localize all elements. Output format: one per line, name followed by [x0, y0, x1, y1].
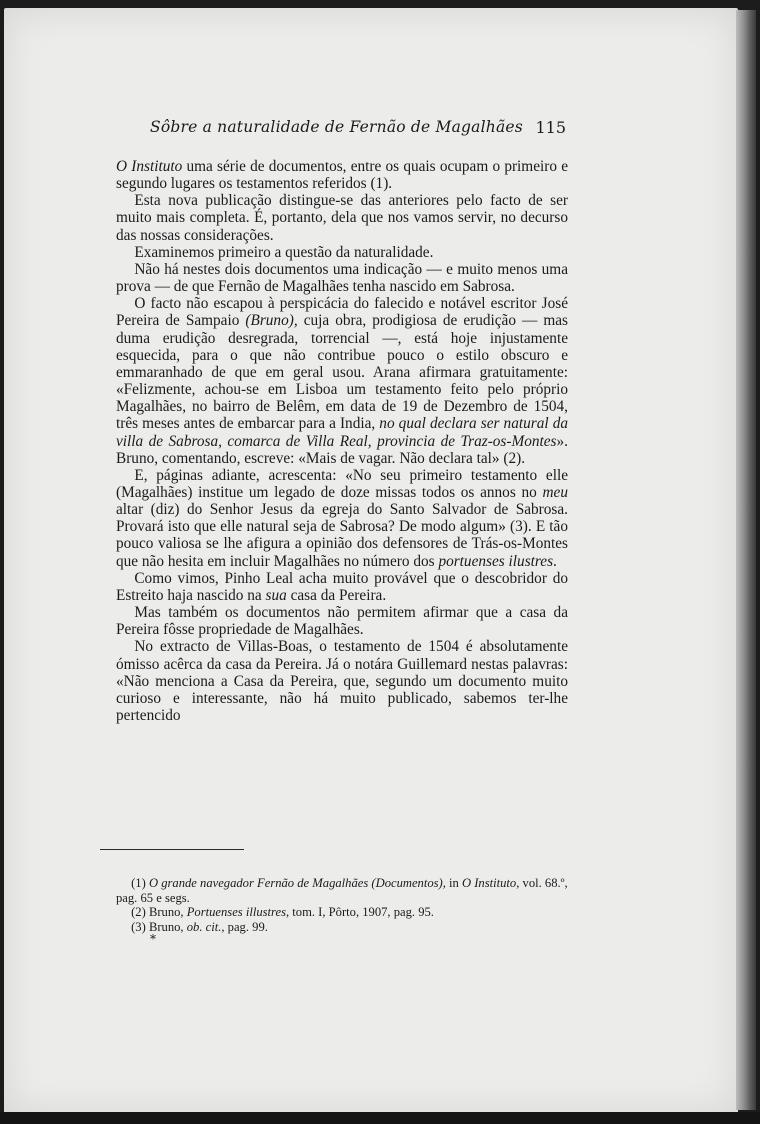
body-text: [116, 158, 568, 724]
text-run: Como vimos, Pinho Leal acha muito provável que o descobridor do Estreito haja nascido na: [116, 569, 568, 604]
text-run: ». Bruno, comentando, escreve: «Mais de vagar. Não declara tal» (2).: [116, 432, 568, 467]
paragraph: Mas também os documentos não permitem afirmar que a casa da Pereira fôsse propriedade de Magalhães.: [116, 604, 568, 639]
text-run: (2) Bruno,: [131, 905, 187, 920]
text-run: uma série de documentos, entre os quais ocupam o primeiro e segundo lugares os testamentos referidos (1).: [116, 158, 568, 193]
text-run: E, páginas adiante, acrescenta: «No seu primeiro testamento elle (Magalhães) institue um legado de doze missas todos os annos no: [116, 466, 568, 501]
footnote: [116, 905, 568, 920]
text-run: pag. 99.: [224, 919, 268, 934]
text-run: cuja obra, prodigiosa de erudição — mas duma erudição desregrada, torrencial —, está hoje injustamente esquecida, para o que não contribue pouco o estilo obscuro e emmaranhado de que em geral usou. Arana afirmara gratuitamente: «Felizmente, achou-se em Lisboa um testamento feito pelo próprio Magalhães, no bairro de Belêm, em data de 19 de Dezembro de 1504, três meses antes de embarcar para a India,: [116, 312, 568, 433]
paragraph: [116, 570, 568, 604]
footnote: [116, 876, 568, 905]
running-head: [150, 118, 566, 136]
paragraph: Examinemos primeiro a questão da naturalidade.: [134, 243, 434, 261]
paragraph: [116, 467, 568, 570]
text-run: altar (diz) do Senhor Jesus da egreja do Santo Salvador de Sabrosa. Provará isto que elle natural seja de Sabrosa? De modo algum» (3). E tão pouco valiosa se lhe afigura a opinião dos defensores de Trás-os-Montes que não hesita em incluir Magalhães no número dos: [116, 501, 568, 570]
italic-text: portuenses ilustres: [438, 552, 554, 570]
italic-text: ob. cit.,: [186, 919, 225, 934]
text-run: vol. 68.º, pag. 65 e segs.: [116, 876, 568, 905]
page-stack-edge: [736, 10, 756, 1110]
text-run: in: [445, 876, 462, 890]
page-number: 115: [535, 118, 566, 137]
italic-text: O grande navegador Fernão de Magalhães (Documentos),: [148, 876, 446, 890]
footnote-divider: [100, 849, 244, 850]
italic-title: O Instituto: [116, 158, 183, 175]
text-run: casa da Pereira.: [286, 586, 387, 604]
footnotes: [116, 876, 568, 934]
ornament-mark: *: [150, 932, 156, 946]
paragraph: No extracto de Villas-Boas, o testamento de 1504 é absolutamente ómisso acêrca da casa da Pereira. Já o notára Guillemard nestas palavras: «Não menciona a Casa da Pereira, que, segundo um documento muito curioso e interessante, não há muito publicado, sabemos ter-lhe pertencido: [116, 638, 568, 724]
italic-text: Portuenses illustres,: [186, 905, 290, 920]
text-run: (1): [131, 876, 149, 890]
paragraph: [116, 158, 568, 192]
footnote: [116, 920, 568, 935]
italic-text: no qual declara ser natural da villa de Sabrosa, comarca de Villa Real, provincia de Traz-os-Montes: [116, 415, 568, 450]
italic-text: meu: [542, 483, 568, 501]
text-run: .: [553, 552, 557, 570]
italic-text: (Bruno),: [245, 312, 298, 330]
scan-bottom-border: [0, 1112, 760, 1124]
running-head-title: Sôbre a naturalidade de Fernão de Magalhães: [150, 118, 523, 136]
text-run: (3) Bruno,: [131, 919, 187, 934]
paragraph: Esta nova publicação distingue-se das anteriores pelo facto de ser muito mais completa. É, portanto, dela que nos vamos servir, no decurso das nossas considerações.: [116, 192, 568, 244]
paragraph: [116, 295, 568, 467]
italic-text: sua: [265, 586, 287, 604]
italic-text: O Instituto,: [462, 876, 520, 890]
paragraph: Não há nestes dois documentos uma indicação — e muito menos uma prova — de que Fernão de Magalhães tenha nascido em Sabrosa.: [116, 260, 568, 296]
text-run: O facto não escapou à perspicácia do falecido e notável escritor José Pereira de Sampaio: [116, 295, 568, 330]
text-run: tom. I, Pôrto, 1907, pag. 95.: [289, 905, 434, 920]
